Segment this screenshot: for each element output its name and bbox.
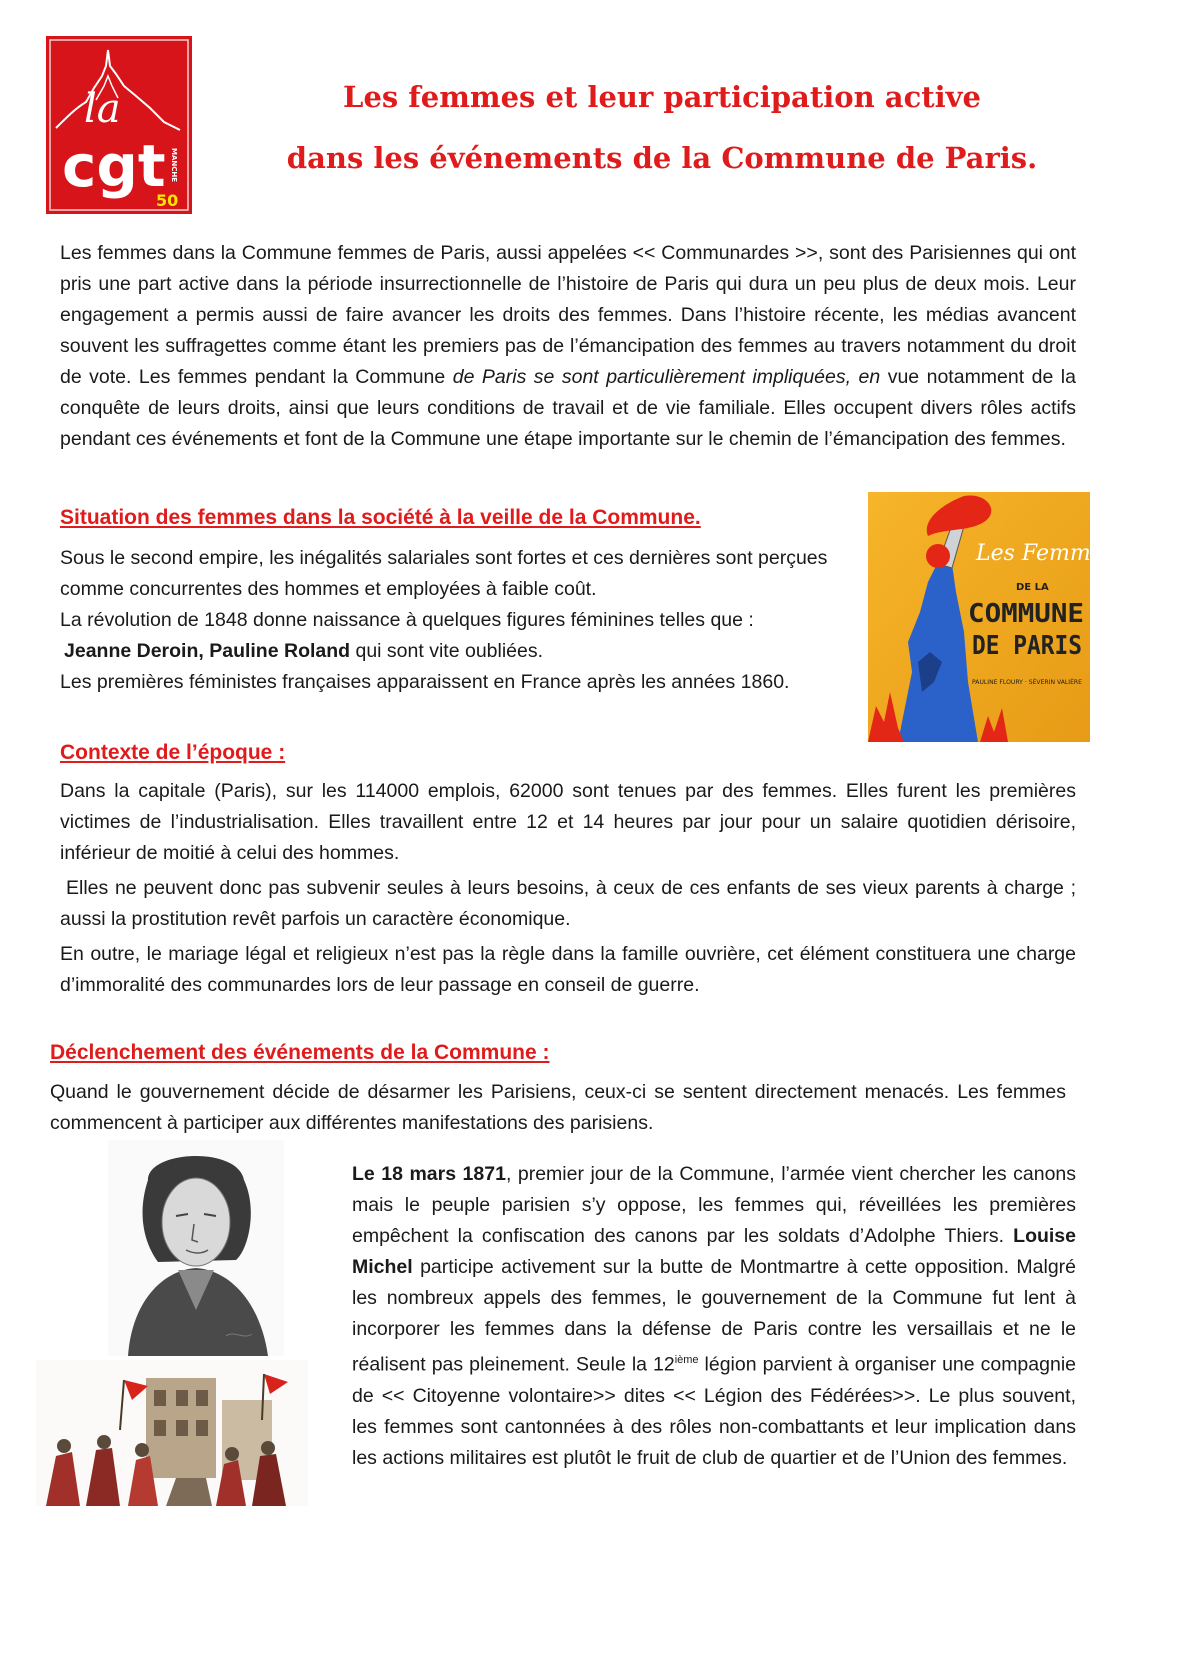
intro-paragraph [60, 238, 1076, 455]
declenchement-paragraph: Quand le gouvernement décide de désarmer les Parisiens, ceux-ci se sentent directement menacés. Les femmes commencent à participer aux différentes manifestations des parisiens. [50, 1081, 1066, 1134]
mars-text-part2: participe activement sur la butte de Montmartre à cette opposition. Malgré les nombreux appels des femmes, le gouvernement de la Commune fut lent à incorporer les femmes dans la défense de Paris contre les versaillais et ne le réalisent pas pleinement. Seule la 12 [352, 1256, 1076, 1376]
logo-brand-text: cgt [62, 132, 166, 200]
poster-de-la: DE LA [1016, 582, 1049, 593]
logo-script-text: la [84, 86, 121, 132]
portrait-graphic [108, 1140, 284, 1356]
contexte-heading: Contexte de l’époque : [60, 741, 286, 764]
intro-italic-text: de Paris se sont particulièrement impliquées, en [452, 366, 881, 388]
cgt-logo-graphic [46, 36, 192, 214]
barricade-scene-image [36, 1360, 308, 1506]
logo-number-text: 50 [156, 191, 179, 210]
intro-text-part2: vue notamment de la conquête de leurs droits, ainsi que leurs conditions de travail et de vie familiale. Elles occupent divers rôles actifs pendant ces événements et font de la Commune une étape importante sur le chemin de l’émancipation des femmes. [60, 366, 1076, 450]
mars-text-part3: légion parvient à organiser une compagnie de << Citoyenne volontaire>> dites << Légion des Fédérées>>. Le plus souvent, les femmes sont cantonnées à des rôles non-combattants et leur implication dans les actions militaires est plutôt le fruit de club de quartier et de l’Union des femmes. [352, 1353, 1076, 1469]
situation-heading: Situation des femmes dans la société à la veille de la Commune. [60, 506, 701, 529]
page-title-line1: Les femmes et leur participation active [343, 80, 981, 114]
mars-name: Louise Michel [352, 1225, 1076, 1278]
situation-line3-rest: qui sont vite oubliées. [350, 640, 544, 662]
poster-main2: DE PARIS [972, 631, 1082, 661]
poster-authors: PAULINE FLOURY · SÉVERIN VALIÈRE [972, 679, 1081, 686]
poster-main1: COMMUNE [968, 599, 1084, 629]
mars-text-part1: , premier jour de la Commune, l’armée vient chercher les canons mais le peuple parisien s’y oppose, les femmes qui, réveillées les premières empêchent la confiscation des canons par les soldats d’Adolphe Thiers. [352, 1163, 1077, 1247]
poster-script-title: Les Femmes [976, 541, 1116, 566]
situation-line3 [60, 636, 840, 667]
situation-line1: Sous le second empire, les inégalités salariales sont fortes et ces dernières sont perçues comme concurrentes des hommes et employées à faible coût. [60, 547, 828, 600]
book-cover-image [868, 492, 1116, 742]
louise-michel-portrait [108, 1140, 284, 1356]
cgt-logo [46, 36, 192, 214]
contexte-paragraph-1: Dans la capitale (Paris), sur les 114000 emplois, 62000 sont tenues par des femmes. Elles furent les premières victimes de l’industrialisation. Elles travaillent entre 12 et 14 heures par jour pour un salaire quotidien dérisoire, inférieur de moitié à celui des hommes. [60, 780, 1076, 864]
mars-date: Le 18 mars 1871 [352, 1163, 506, 1185]
mars-1871-paragraph [352, 1159, 1076, 1474]
situation-line4: Les premières féministes françaises apparaissent en France après les années 1860. [60, 671, 790, 693]
page-title-line2: dans les événements de la Commune de Paris. [286, 141, 1038, 175]
logo-side-text: MANCHE [170, 148, 178, 183]
barricade-scene-graphic [36, 1360, 308, 1506]
contexte-paragraph-2: Elles ne peuvent donc pas subvenir seules à leurs besoins, à ceux de ces enfants de ses vieux parents à charge ; aussi la prostitution revêt parfois un caractère économique. [60, 877, 1076, 930]
intro-text-part1: Les femmes dans la Commune femmes de Paris, aussi appelées << Communardes >>, sont des Parisiennes qui ont pris une part active dans la période insurrectionnelle de l’histoire de Paris qui dura un peu plus de deux mois. Leur engagement a permis aussi de faire avancer les droits des femmes. Dans l’histoire récente, les médias avancent souvent les suffragettes comme étant les premiers pas de l’émancipation des femmes au travers notamment du droit de vote. Les femmes pendant la Commune [60, 242, 1076, 388]
situation-block [60, 543, 840, 698]
contexte-paragraph-3: En outre, le mariage légal et religieux n’est pas la règle dans la famille ouvrière, cet élément constituera une charge d’immoralité des communardes lors de leur passage en conseil de guerre. [60, 943, 1076, 996]
mars-superscript: ième [674, 1354, 699, 1366]
situation-line2: La révolution de 1848 donne naissance à quelques figures féminines telles que : [60, 609, 754, 631]
book-cover-graphic [868, 492, 1116, 742]
situation-names: Jeanne Deroin, Pauline Roland [64, 640, 351, 662]
declenchement-heading: Déclenchement des événements de la Commune : [50, 1041, 550, 1064]
